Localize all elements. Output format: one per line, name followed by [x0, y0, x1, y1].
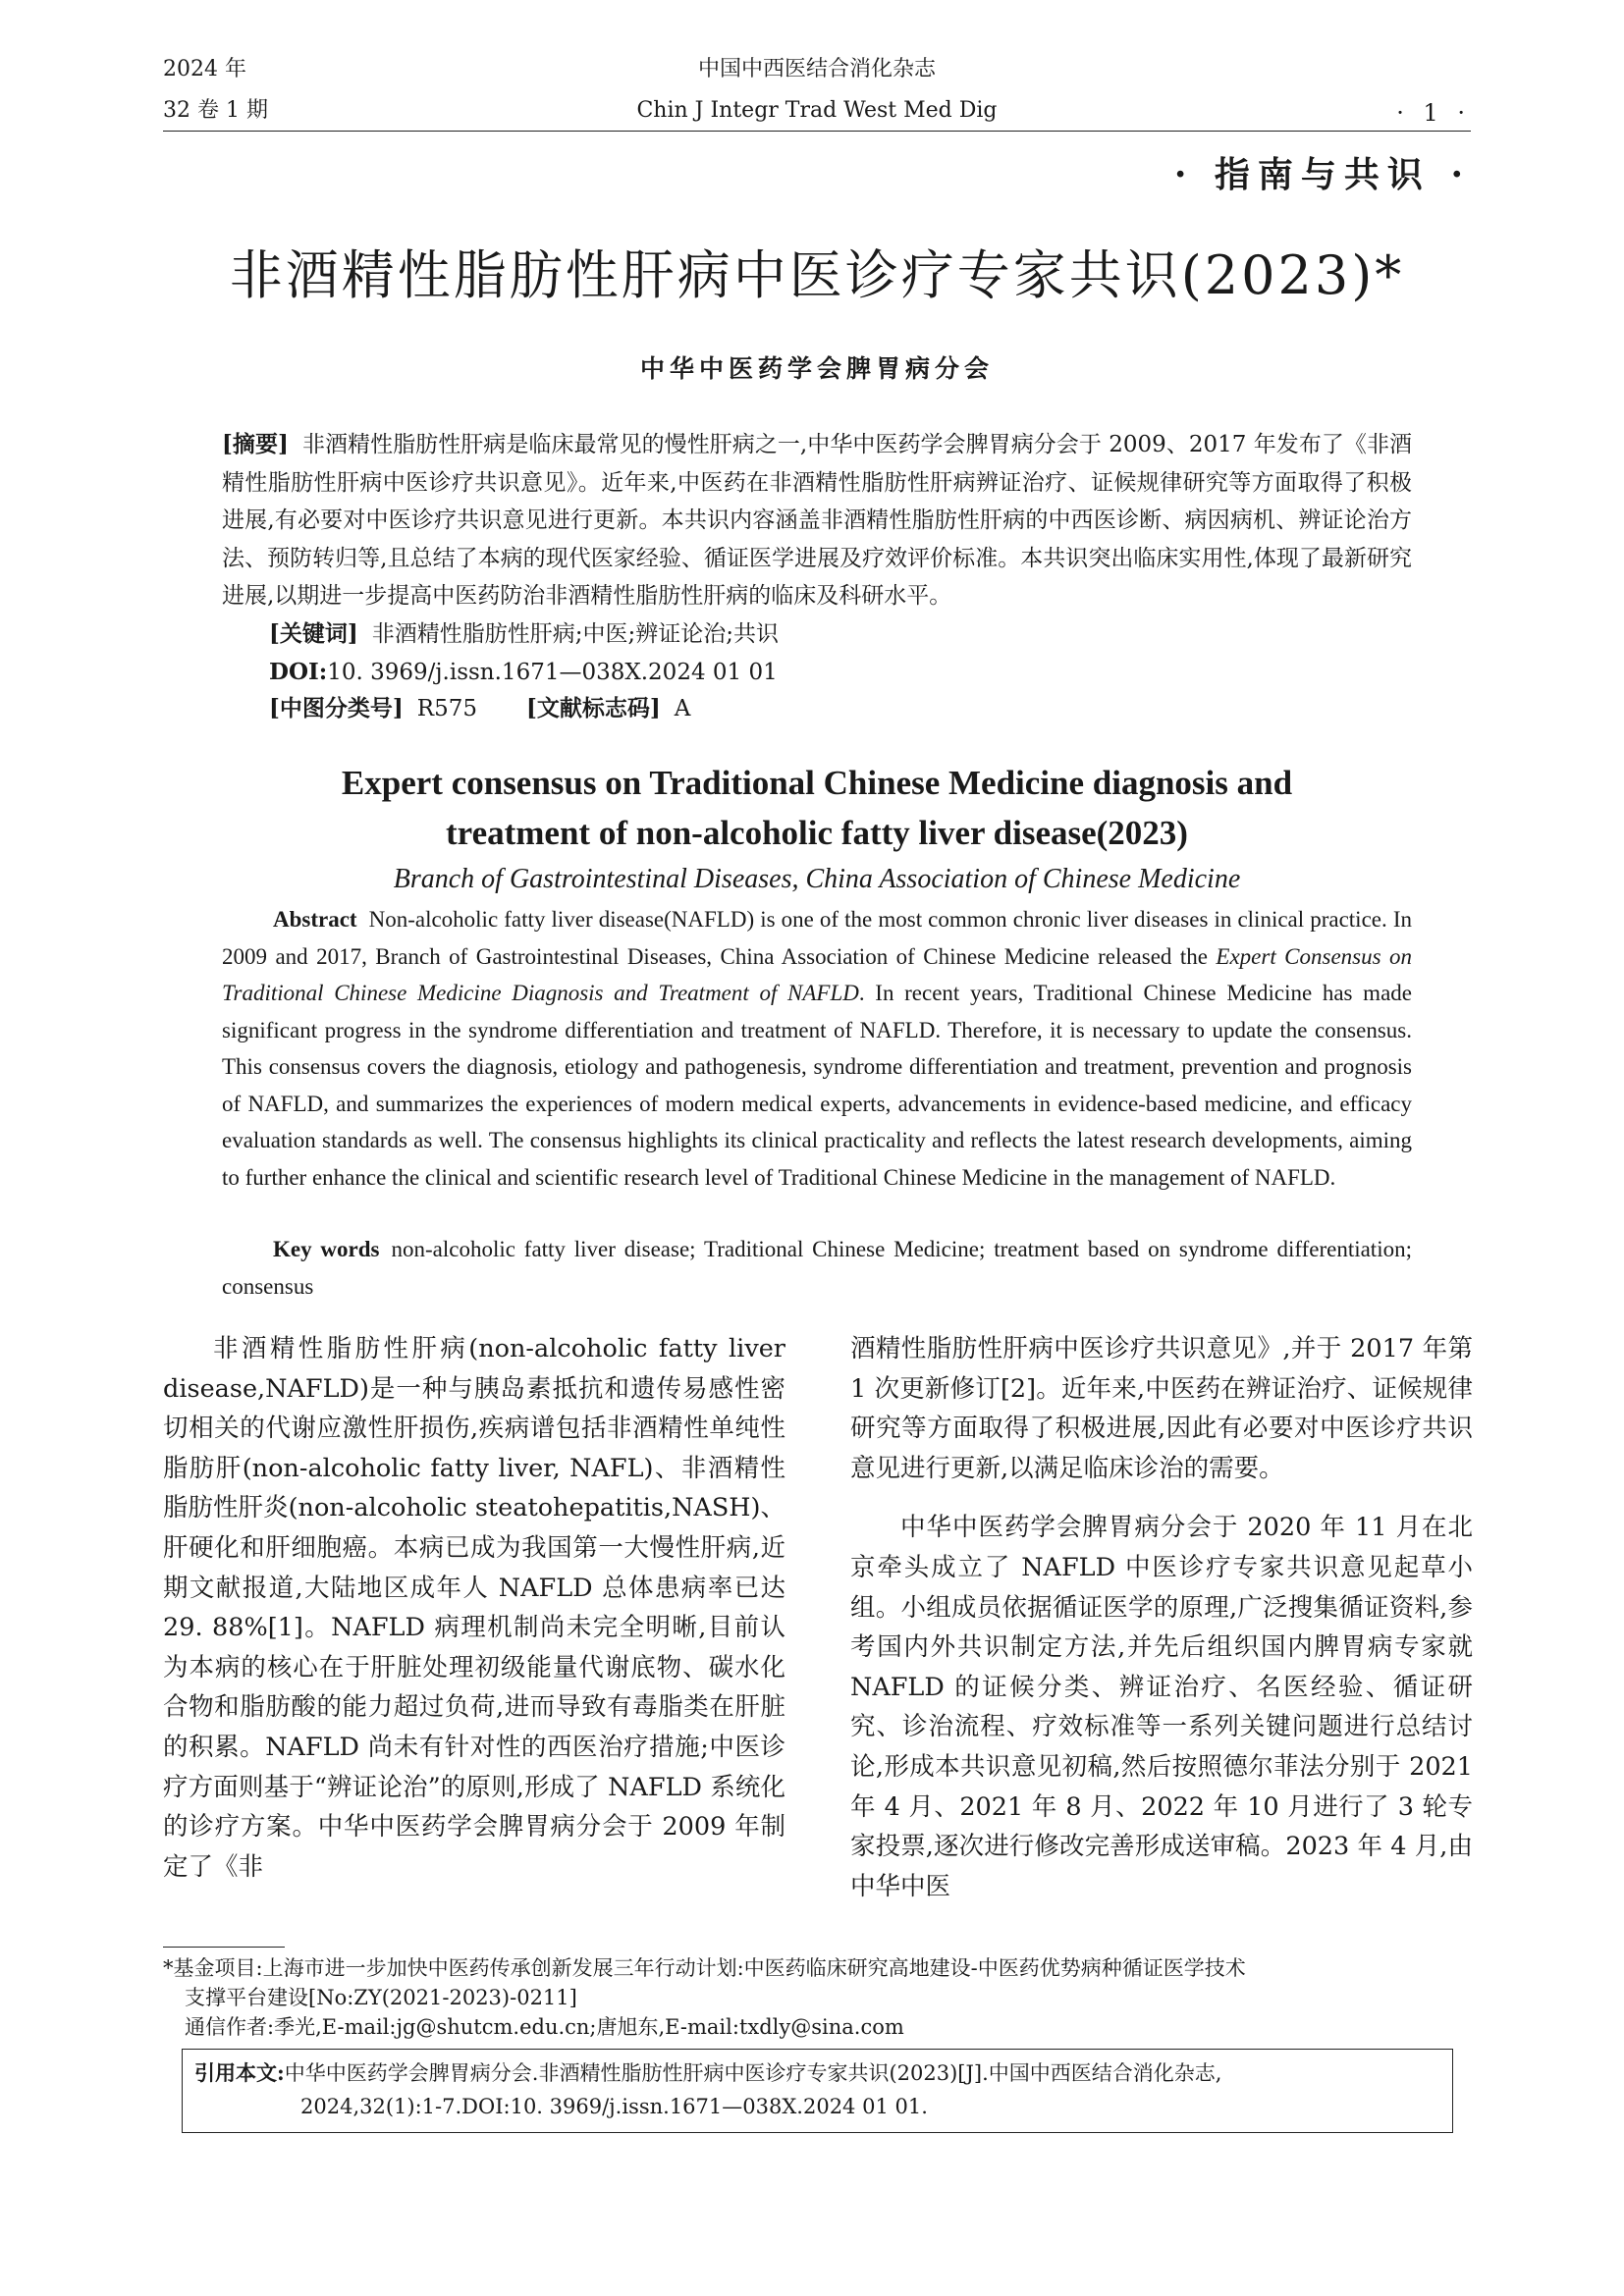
citation-box	[182, 2049, 1453, 2133]
article-title-en	[163, 758, 1471, 858]
body-paragraph: 非酒精性脂肪性肝病(non-alcoholic fatty liver disease,NAFLD)是一种与胰岛素抵抗和遗传易感性密切相关的代谢应激性肝损伤,疾病谱包括非酒精性单纯性脂肪肝(non-alcoholic fatty liver, NAFL)、非酒精性脂肪性肝炎(non-alcoholic steatohepatitis,NASH)、肝硬化和肝细胞癌。本病已成为我国第一大慢性肝病,近期文献报道,大陆地区成年人 NAFLD 总体患病率已达 29. 88%[1]。NAFLD 病理机制尚未完全明晰,目前认为本病的核心在于肝脏处理初级能量代谢底物、碳水化合物和脂肪酸的能力超过负荷,进而导致有毒脂类在肝脏的积累。NAFLD 尚未有针对性的西医治疗措施;中医诊疗方面则基于“辨证论治”的原则,形成了 NAFLD 系统化的诊疗方案。中华中医药学会脾胃病分会于 2009 年制定了《非	[163, 1334, 785, 1882]
keywords-en-text: non-alcoholic fatty liver disease; Traditional Chinese Medicine; treatment based on syndrome differentiation; consensus	[222, 1237, 1412, 1299]
abstract-cn-text: 非酒精性脂肪性肝病是临床最常见的慢性肝病之一,中华中医药学会脾胃病分会于 2009、2017 年发布了《非酒精性脂肪性肝病中医诊疗共识意见》。近年来,中医药在非酒精性脂肪性肝病辨证治疗、证候规律研究等方面取得了积极进展,有必要对中医诊疗共识意见进行更新。本共识内容涵盖非酒精性脂肪性肝病的中西医诊断、病因病机、辨证论治方法、预防转归等,且总结了本病的现代医家经验、循证医学进展及疗效评价标准。本共识突出临床实用性,体现了最新研究进展,以期进一步提高中医药防治非酒精性脂肪性肝病的临床及科研水平。	[222, 432, 1413, 609]
author-en: Branch of Gastrointestinal Diseases, China Association of Chinese Medicine	[393, 864, 1241, 894]
issue-volume: 32 卷 1 期	[163, 98, 268, 123]
citation-line1: 中华中医药学会脾胃病分会.非酒精性脂肪性肝病中医诊疗专家共识(2023)[J].中国中西医结合消化杂志,	[284, 2061, 1222, 2085]
doc-code-label: [文献标志码]	[525, 695, 661, 721]
keywords-en-label: Key words	[273, 1237, 380, 1261]
abstract-en-italic-title: Expert Consensus on Traditional Chinese Medicine Diagnosis and Treatment of NAFLD	[222, 943, 1412, 1005]
journal-name-cn: 中国中西医结合消化杂志	[697, 57, 936, 81]
doi-text: 10. 3969/j.issn.1671—038X.2024 01 01	[327, 660, 778, 685]
doi	[269, 654, 778, 691]
keywords-en	[222, 1231, 1412, 1306]
body-column-right	[850, 1329, 1473, 1906]
keywords-cn	[269, 615, 779, 653]
journal-name	[163, 49, 1471, 132]
footnote-rule	[163, 1947, 285, 1948]
abstract-cn	[222, 426, 1412, 615]
doi-label: DOI:	[269, 659, 328, 685]
page-number: · 1 ·	[1396, 99, 1471, 127]
classification	[269, 690, 690, 727]
author-cn: 中华中医药学会脾胃病分会	[639, 354, 994, 383]
clc-value: R575	[416, 696, 477, 721]
title-en-line2: treatment of non-alcoholic fatty liver disease(2023)	[446, 814, 1188, 852]
footnotes	[163, 1953, 1471, 2042]
citation-line2: 2024,32(1):1-7.DOI:10. 3969/j.issn.1671—038X.2024 01 01.	[300, 2095, 928, 2118]
fund-note: *基金项目:上海市进一步加快中医药传承创新发展三年行动计划:中医药临床研究高地建设-中医药优势病种循证医学技术	[163, 1956, 1246, 1980]
journal-name-en: Chin J Integr Trad West Med Dig	[636, 98, 998, 123]
corresponding-author: 通信作者:季光,E-mail:jg@shutcm.edu.cn;唐旭东,E-mail:txdly@sina.com	[185, 2015, 904, 2039]
keywords-cn-text: 非酒精性脂肪性肝病;中医;辨证论治;共识	[371, 621, 780, 647]
citation-label: 引用本文:	[194, 2060, 285, 2085]
clc-label: [中图分类号]	[269, 695, 404, 721]
abstract-cn-label: [摘要]	[222, 431, 289, 457]
body-column-left	[163, 1329, 785, 1887]
header-rule	[163, 131, 1471, 132]
abstract-en-text-2: . In recent years, Traditional Chinese Medicine has made significant progress in the syndrome differentiation and treatment of NAFLD. Therefore, it is necessary to update the consensus. This consensus covers the diagnosis, etiology and pathogenesis, syndrome differentiation and treatment, prevention and prognosis of NAFLD, and summarizes the experiences of modern medical experts, advancements in evidence-based medicine, and efficacy evaluation standards as well. The consensus highlights its clinical practicality and reflects the latest research developments, aiming to further enhance the clinical and scientific research level of Traditional Chinese Medicine in the management of NAFLD.	[222, 981, 1412, 1190]
running-header	[163, 49, 1471, 133]
column-tag: · 指南与共识 ·	[1173, 154, 1471, 195]
abstract-en-label: Abstract	[273, 907, 357, 932]
issue-year: 2024 年	[163, 57, 246, 81]
abstract-en-text-1: Non-alcoholic fatty liver disease(NAFLD) is one of the most common chronic liver diseases in clinical practice. In 2009 and 2017, Branch of Gastrointestinal Diseases, China Association of Chinese Medicine released the	[222, 907, 1412, 969]
abstract-en	[222, 901, 1412, 1196]
keywords-cn-label: [关键词]	[269, 620, 358, 647]
fund-note-cont: 支撑平台建设[No:ZY(2021-2023)-0211]	[185, 1986, 577, 2009]
article-title: 非酒精性脂肪性肝病中医诊疗专家共识(2023)*	[229, 244, 1405, 306]
doc-code-value: A	[674, 696, 691, 721]
body-paragraph: 酒精性脂肪性肝病中医诊疗共识意见》,并于 2017 年第 1 次更新修订[2]。近年来,中医药在辨证治疗、证候规律研究等方面取得了积极进展,因此有必要对中医诊疗共识意见进行更新,以满足临床诊治的需要。	[850, 1334, 1473, 1483]
body-paragraph: 中华中医药学会脾胃病分会于 2020 年 11 月在北京牵头成立了 NAFLD 中医诊疗专家共识意见起草小组。小组成员依据循证医学的原理,广泛搜集循证资料,参考国内外共识制定方法,并先后组织国内脾胃病专家就 NAFLD 的证候分类、辨证治疗、名医经验、循证研究、诊治流程、疗效标准等一系列关键问题进行总结讨论,形成本共识意见初稿,然后按照德尔菲法分别于 2021 年 4 月、2021 年 8 月、2022 年 10 月进行了 3 轮专家投票,逐次进行修改完善形成送审稿。2023 年 4 月,由中华中医	[850, 1513, 1473, 1901]
title-en-line1: Expert consensus on Traditional Chinese Medicine diagnosis and	[341, 764, 1293, 802]
